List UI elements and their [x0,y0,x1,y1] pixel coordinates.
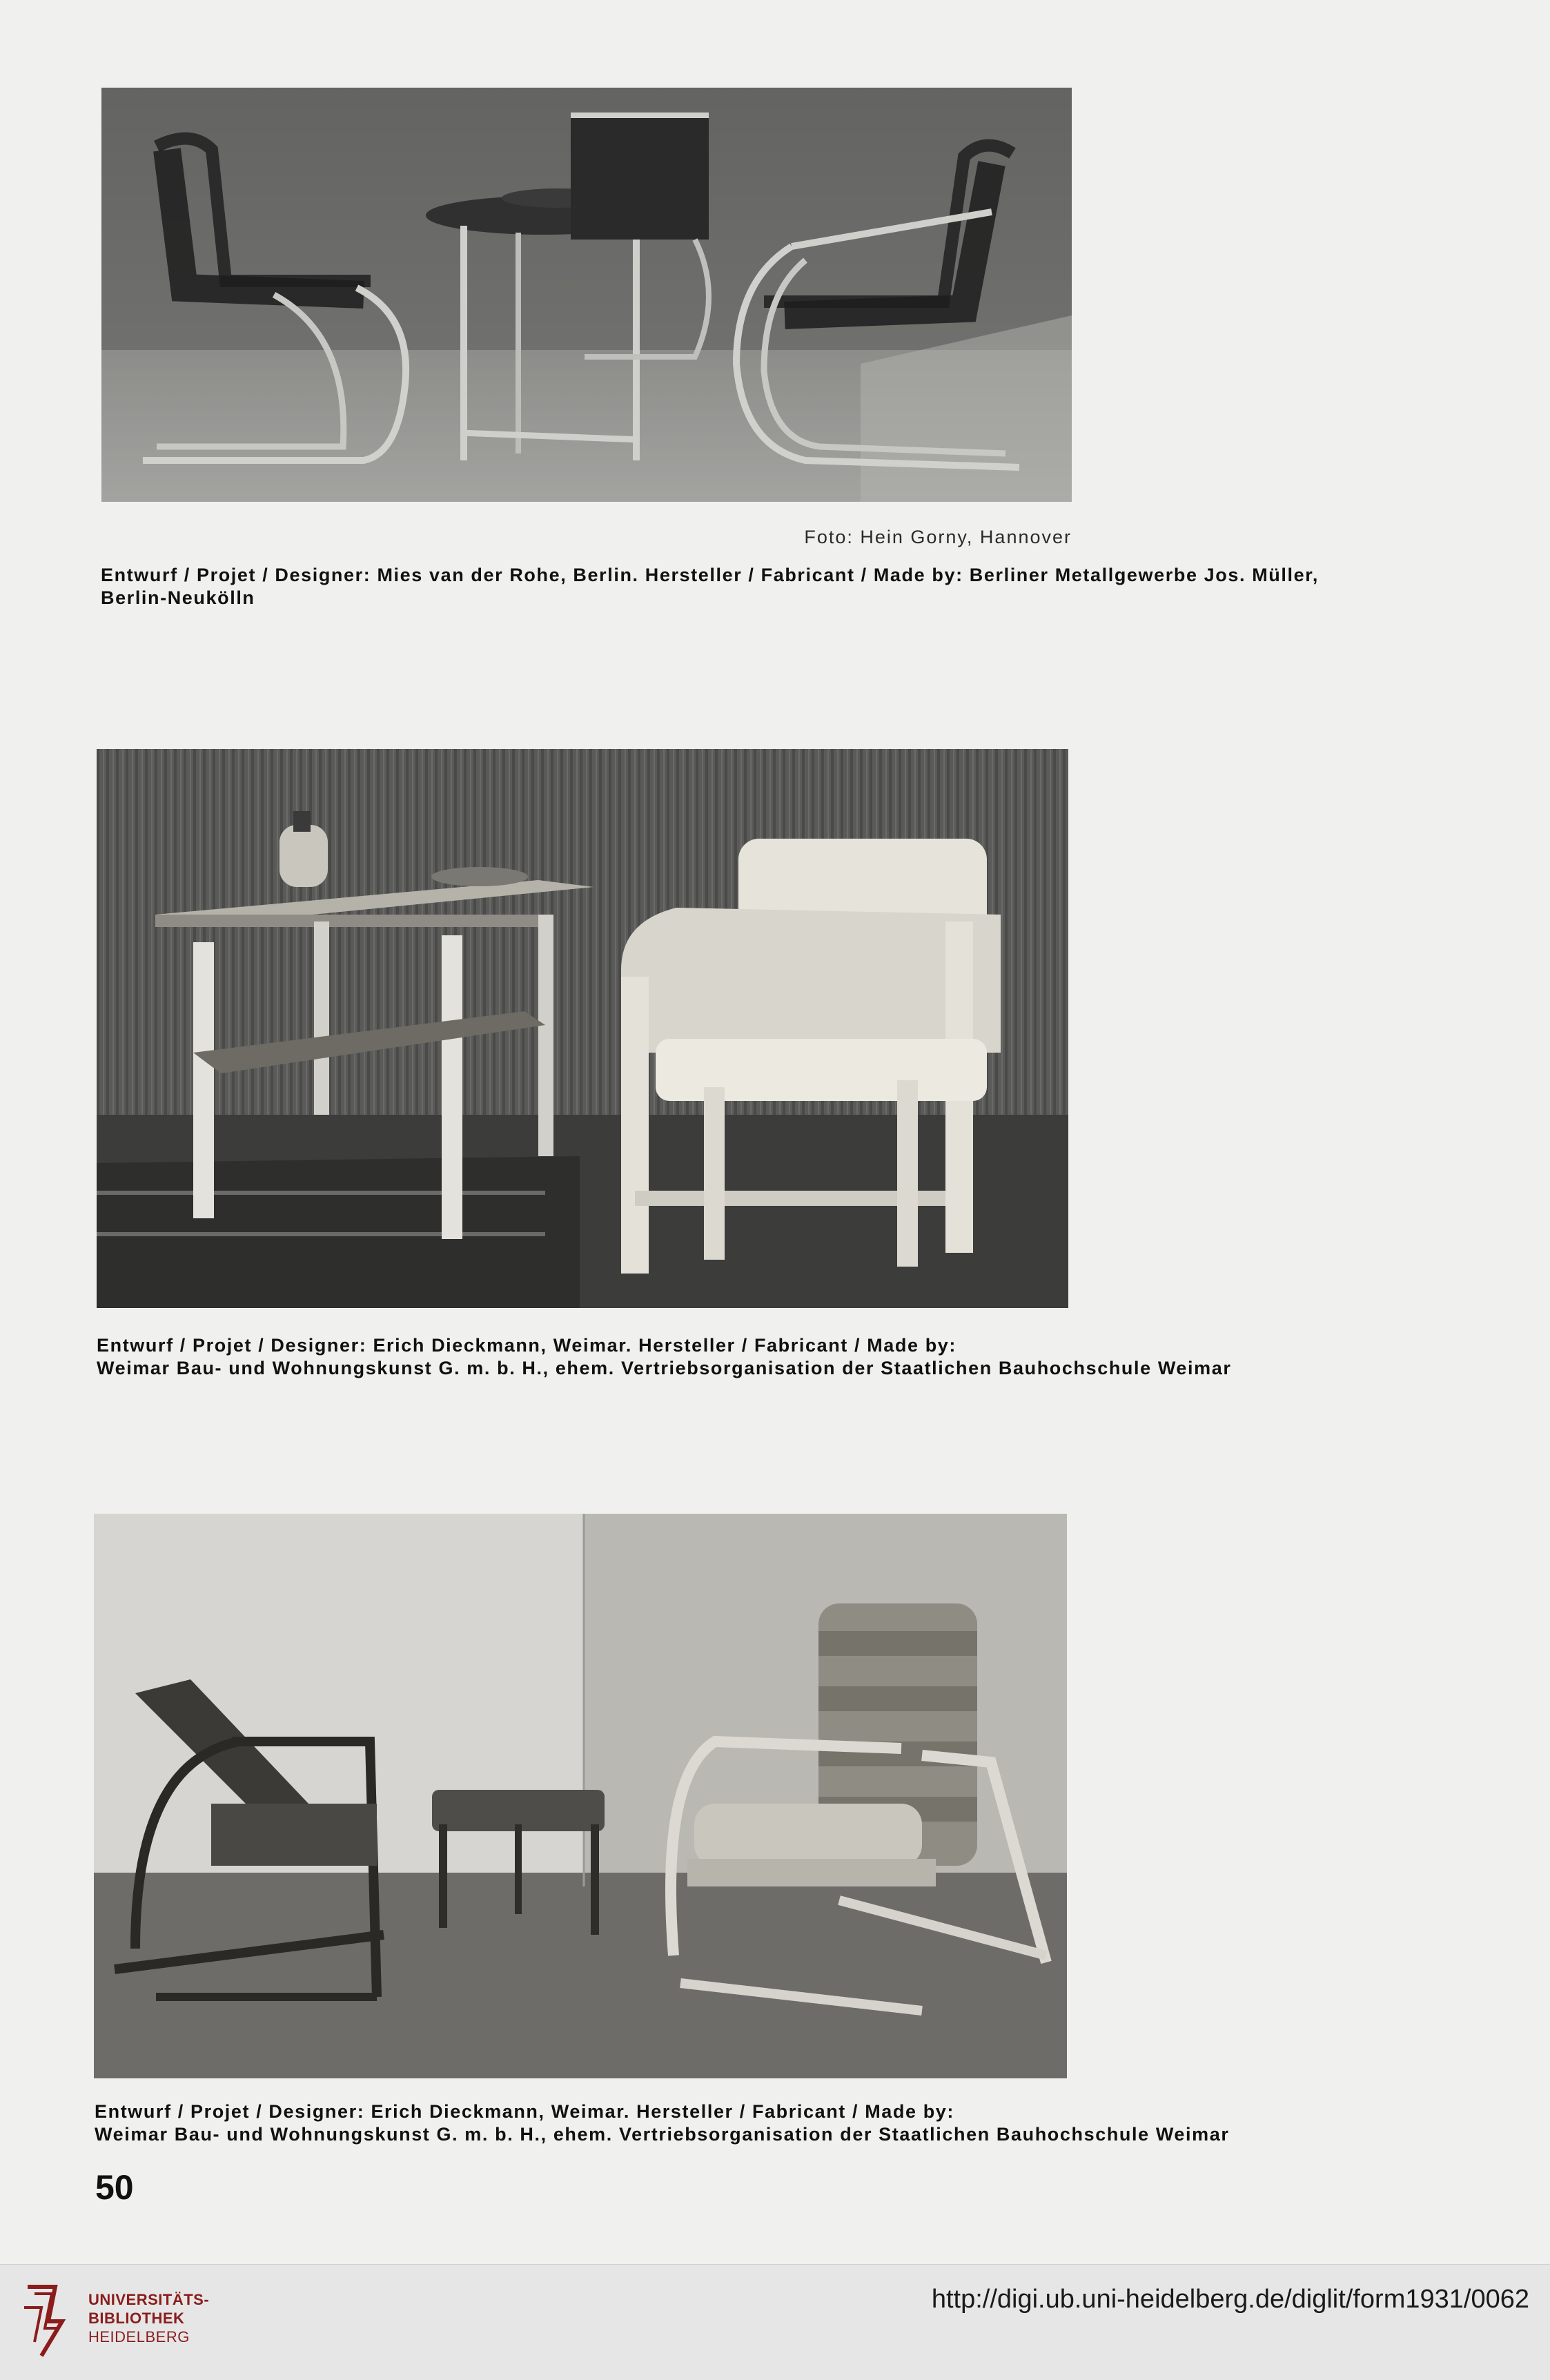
caption-mies-van-der-rohe [101,564,1319,609]
caption-line: Weimar Bau- und Wohnungskunst G. m. b. H., ehem. Vertriebsorganisation der Staatlichen Bauhochschule Weimar [97,1358,1232,1378]
caption-dieckmann-2 [95,2100,1229,2146]
viewer-footer [0,2264,1550,2380]
photo-reclining-chairs-footstool [94,1514,1067,2078]
caption-line: Berlin-Neukölln [101,587,255,608]
caption-line: Entwurf / Projet / Designer: Erich Dieckmann, Weimar. Hersteller / Fabricant / Made by: [95,2101,955,2122]
library-name-line: HEIDELBERG [88,2328,190,2345]
document-url-link[interactable]: http://digi.ub.uni-heidelberg.de/diglit/form1931/0062 [931,2285,1529,2314]
caption-line: Entwurf / Projet / Designer: Mies van der Rohe, Berlin. Hersteller / Fabricant / Made by: Berliner Metallgewerbe Jos. Müller, [101,565,1319,585]
caption-line: Entwurf / Projet / Designer: Erich Dieckmann, Weimar. Hersteller / Fabricant / Made by: [97,1335,957,1356]
library-name [88,2290,209,2346]
photo-credit: Foto: Hein Gorny, Hannover [804,527,1072,547]
photo-tubular-steel-chairs [101,88,1072,502]
library-name-line: BIBLIOTHEK [88,2310,185,2327]
photo-wicker-armchair-table [97,749,1068,1308]
caption-dieckmann-1 [97,1334,1231,1380]
library-logo-icon [21,2280,76,2363]
caption-line: Weimar Bau- und Wohnungskunst G. m. b. H., ehem. Vertriebsorganisation der Staatlichen Bauhochschule Weimar [95,2124,1230,2145]
page-number: 50 [95,2168,134,2207]
library-name-line: UNIVERSITÄTS- [88,2291,210,2308]
